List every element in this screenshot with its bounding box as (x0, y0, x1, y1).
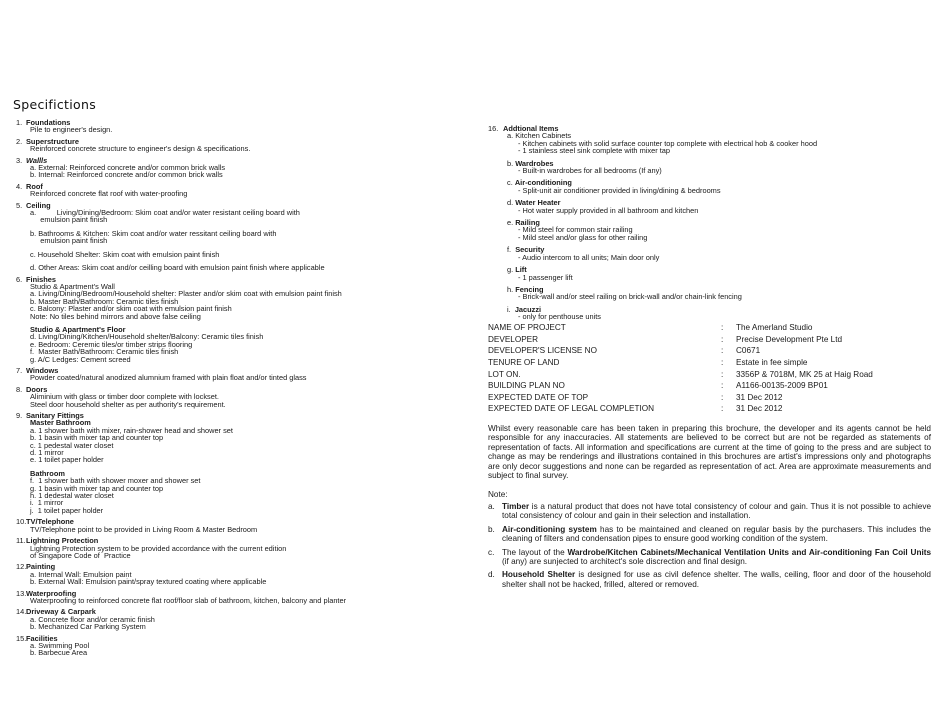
spec-line: b. Bathrooms & Kitchen: Skim coat and/or water ressitant ceiling board with (30, 228, 277, 238)
info-colon: : (721, 346, 724, 356)
item-title: Railing (515, 218, 540, 228)
spec-group (30, 251, 471, 258)
spec-subhead: Studio & Apartment's Floor (30, 324, 126, 334)
spec-section-number: 3. (16, 155, 23, 165)
item-letter: i. (507, 304, 515, 314)
spec-section-title: Doors (26, 384, 48, 394)
note-rest: is designed for use as civil defence shelter. The walls, ceiling, floor and door of the household shelter shall not be hacked, frilled, altered or removed. (502, 570, 931, 589)
spec-line: Waterproofing to reinforced concrete flat roof/floor slab of bathroom, kitchen, balcony and planter (30, 595, 347, 605)
spec-section-title: Roof (26, 181, 43, 191)
info-key: EXPECTED DATE OF LEGAL COMPLETION (488, 404, 655, 414)
additional-items-body (488, 132, 933, 320)
additional-item (507, 160, 933, 175)
info-key: DEVELOPER (488, 334, 539, 344)
info-row (488, 357, 933, 369)
spec-line: b. Barbecue Area (30, 648, 88, 658)
item-letter: c. (507, 178, 515, 188)
item-letter: f. (507, 245, 516, 255)
spec-section-body (16, 126, 471, 133)
spec-section (16, 138, 471, 153)
note-letter: a. (488, 502, 495, 511)
spec-line: a. 1 shower bath with mixer, rain-shower head and shower set (30, 425, 233, 435)
spec-section-body (16, 597, 471, 604)
spec-line: e. Bedroom: Ceremic tiles/or timber strips flooring (30, 339, 193, 349)
spec-section-body (16, 190, 471, 197)
spec-line: a. External: Reinforced concrete and/or common brick walls (30, 163, 226, 173)
spec-section-number: 6. (16, 274, 23, 284)
spec-section (16, 563, 471, 585)
spec-line: Note: No tiles behind mirrors and above false ceiling (30, 311, 201, 321)
spec-section-body (16, 642, 471, 657)
note-rest: has to be maintained and cleaned on regular basis by the purchasers. This includes the cleaning of filters and condensation pipes to ensure good working condition of the system. (502, 524, 931, 544)
spec-section-body (16, 209, 471, 271)
spec-section-body (16, 526, 471, 533)
item-line: - Mild steel and/or glass for other railing (518, 232, 648, 242)
spec-section-number: 8. (16, 384, 23, 394)
spec-line: e. 1 toilet paper holder (30, 455, 104, 465)
spec-line: d. Living/Dining/Kitchen/Household shelter/Balcony: Ceramic tiles finish (30, 332, 264, 342)
info-row (488, 345, 933, 357)
additional-item (507, 246, 933, 261)
spec-section (16, 276, 471, 363)
item-line: - Brick-wall and/or steel railing on brick-wall and/or chain-link fencing (518, 292, 742, 302)
spec-section-title: Waterproofing (26, 588, 77, 598)
info-value: 31 Dec 2012 (736, 392, 783, 402)
spec-section-title: Wallls (26, 155, 48, 165)
spec-line: j. 1 toilet paper holder (30, 505, 104, 515)
item-line: - Built-in wardrobes for all bedrooms (If any) (518, 166, 662, 176)
info-row (488, 368, 933, 380)
spec-line: Pile to engineer's design. (30, 125, 113, 135)
info-colon: : (721, 404, 724, 414)
info-colon: : (721, 334, 724, 344)
spec-section-number: 11. (16, 536, 26, 546)
spec-section-title: Lightning Protection (26, 536, 99, 546)
info-key: DEVELOPER'S LICENSE NO (488, 346, 597, 356)
project-info-table (488, 322, 933, 415)
spec-section-title: Finishes (26, 274, 56, 284)
item-line: - 1 passenger lift (518, 272, 573, 282)
info-value: C0671 (736, 346, 761, 356)
spec-section-title: Sanitary Fittings (26, 411, 84, 420)
info-value: Precise Development Pte Ltd (736, 334, 843, 344)
spec-line: Aliminium with glass or timber door complete with lockset. (30, 392, 219, 402)
info-colon: : (721, 358, 724, 368)
spec-section-title: Superstructure (26, 136, 79, 146)
spec-section (16, 119, 471, 134)
spec-line: f. Master Bath/Bathroom: Ceramic tiles finish (30, 347, 179, 357)
spec-line: a. Internal Wall: Emulsion paint (30, 569, 132, 579)
additional-item (507, 286, 933, 301)
spec-line: Reinforced concrete structure to engineer's design & specifications. (30, 144, 251, 154)
info-value: The Amerland Studio (736, 323, 813, 333)
spec-line: Powder coated/natural anodized alumnium framed with plain float and/or tinted glass (30, 373, 307, 383)
spec-subhead: Bathroom (30, 468, 65, 478)
spec-section-number: 1. (16, 118, 23, 127)
spec-section-number: 5. (16, 200, 23, 210)
item-line: - only for penthouse units (518, 312, 601, 322)
item-letter: d. (507, 198, 516, 208)
spec-section (16, 608, 471, 630)
spec-line: Studio & Apartment's Wall (30, 281, 115, 291)
spec-section-body (16, 419, 471, 514)
item-letter: g. (507, 265, 516, 275)
additional-item (507, 132, 933, 154)
additional-item (507, 179, 933, 194)
item-lines (507, 293, 933, 300)
item-title: Fencing (515, 284, 544, 294)
spec-line: f. 1 shower bath with shower moxer and shower set (30, 476, 201, 486)
info-key: TENURE OF LAND (488, 358, 560, 368)
spec-section (16, 157, 471, 179)
note-item (488, 570, 931, 589)
specifications-list (16, 119, 471, 661)
note-rest: is a natural product that does not have total consistency of colour and gain. Thus it is not possible to achieve total consistency of colour and gain in their selection and installation. (502, 502, 931, 521)
spec-section-body (16, 164, 471, 179)
spec-line: h. 1 dedestal water closet (30, 491, 114, 501)
spec-line: b. External Wall: Emulsion paint/spray textured coating where applicable (30, 577, 267, 587)
spec-line: Lightning Protection system to be provided accordance with the current edition (30, 543, 287, 553)
info-row (488, 380, 933, 392)
info-key: NAME OF PROJECT (488, 323, 566, 333)
info-row (488, 322, 933, 334)
spec-section-body (16, 571, 471, 586)
spec-line: d. 1 mirror (30, 448, 64, 458)
spec-section-number: 2. (16, 136, 23, 146)
note-bold: Household Shelter (502, 570, 576, 580)
spec-line: a. Living/Dining/Bedroom/Household shelter: Plaster and/or skim coat with emulsion paint finish (30, 289, 342, 299)
spec-line: a. Living/Dining/Bedroom: Skim coat and/or water resistant ceiling board with (30, 208, 300, 218)
info-value: Estate in fee simple (736, 358, 808, 368)
item-line: - Kitchen cabinets with solid surface counter top complete with electrical hob & cooker hood (518, 138, 818, 148)
spec-group (30, 230, 471, 245)
spec-section-title: TV/Telephone (26, 517, 74, 527)
info-colon: : (721, 381, 724, 391)
spec-section-number: 10. (16, 517, 27, 527)
spec-line: c. Household Shelter: Skim coat with emulsion paint finish (30, 249, 220, 259)
spec-section-body (16, 616, 471, 631)
spec-section-body (16, 283, 471, 363)
note-prefix: The layout of the (502, 547, 568, 557)
spec-section-title: Addtional Items (503, 124, 559, 133)
spec-group (30, 264, 471, 271)
spec-line: b. Internal: Reinforced concrete and/or common brick walls (30, 170, 223, 180)
spec-section-title: Foundations (26, 118, 71, 127)
spec-line: c. Balcony: Plaster and/or skim coat with emulsion paint finish (30, 304, 232, 314)
spec-section-body (16, 145, 471, 152)
item-line: - Hot water supply provided in all bathroom and kitchen (518, 205, 699, 215)
note-bold: Wardrobe/Kitchen Cabinets/Mechanical Ventilation Units and Air-conditioning Fan Coil Units (567, 547, 931, 557)
spec-section-title: Facilities (26, 633, 58, 643)
item-lines (507, 167, 933, 174)
item-line: - Split-unit air conditioner provided in living/dining & bedrooms (518, 185, 721, 195)
spec-section-number: 9. (16, 411, 23, 420)
spec-line: g. A/C Ledges: Cement screed (30, 354, 131, 364)
spec-line: emulsion paint finish (30, 215, 108, 225)
info-value: 3356P & 7018M, MK 25 at Haig Road (736, 369, 873, 379)
spec-section-body (16, 545, 471, 560)
spec-line: g. 1 basin with mixer tap and counter top (30, 483, 164, 493)
disclaimer-text: Whilst every reasonable care has been taken in preparing this brochure, the developer and its agents cannot be held responsible for any inaccuracies. All statements are believed to be correct but are not be regarded as statements of representation of facts. All information and specifications are current at the time of going to the press and are subject to change as may be renderings and illustrations contained in this brochures are artist's impressions only and photographs are only decor suggestions and none can be regarded as representation of act. Area are approximate measurements and subject to final survey. (488, 424, 931, 481)
info-key: EXPECTED DATE OF TOP (488, 392, 589, 402)
note-bold: Timber (502, 502, 530, 511)
spec-section-number: 12. (16, 562, 27, 572)
info-colon: : (721, 369, 724, 379)
item-title: Lift (515, 265, 527, 275)
spec-line: b. Master Bath/Bathroom: Ceramic tiles finish (30, 296, 179, 306)
page-title: Specifictions (13, 97, 97, 112)
spec-line: emulsion paint finish (30, 236, 108, 246)
spec-section-title: Windows (26, 365, 59, 375)
item-line: - 1 stainless steel sink complete with mixer tap (518, 146, 670, 156)
item-title: Wardrobes (515, 158, 554, 168)
note-rest: (if any) are sunjected to architect's sole discrection and final design. (502, 557, 748, 567)
note-label: Note: (488, 490, 508, 499)
note-letter: c. (488, 547, 495, 557)
spec-line: a. Swimming Pool (30, 640, 90, 650)
spec-section-number: 4. (16, 181, 23, 191)
spec-line: b. 1 basin with mixer tap and counter top (30, 433, 164, 443)
spec-section (16, 183, 471, 198)
item-line: - Mild steel for common stair railing (518, 225, 633, 235)
item-letter: e. (507, 218, 516, 228)
spec-section-title: Painting (26, 562, 56, 572)
additional-item (507, 219, 933, 241)
info-key: LOT ON. (488, 369, 521, 379)
spec-group (30, 209, 471, 224)
item-letter: b. (507, 158, 516, 168)
item-lines (507, 226, 933, 241)
item-lines (507, 274, 933, 281)
spec-section-number: 16. (488, 124, 499, 133)
spec-section-number: 15. (16, 633, 27, 643)
item-title: Water Heater (515, 198, 561, 208)
info-row (488, 392, 933, 404)
additional-item (507, 306, 933, 321)
spec-section (16, 412, 471, 514)
spec-line: Steel door household shelter as per authority's requirement. (30, 399, 226, 409)
note-letter: d. (488, 570, 495, 580)
item-lines (507, 140, 933, 155)
item-letter: a. Kitchen Cabinets (507, 131, 572, 141)
item-lines (507, 187, 933, 194)
item-line: - Audio intercom to all units; Main door only (518, 252, 660, 262)
info-colon: : (721, 323, 724, 333)
note-text (502, 548, 931, 567)
notes-list (488, 502, 931, 593)
spec-section-number: 7. (16, 365, 23, 375)
item-title: Security (515, 245, 545, 255)
note-item (488, 502, 931, 521)
additional-item (507, 266, 933, 281)
spec-section-title: Driveway & Carpark (26, 607, 96, 617)
note-item (488, 525, 931, 544)
item-letter: h. (507, 284, 516, 294)
spec-section (16, 635, 471, 657)
spec-line: b. Mechanized Car Parking System (30, 622, 146, 632)
info-value: 31 Dec 2012 (736, 404, 783, 414)
spec-line: i. 1 mirror (30, 498, 64, 508)
info-row (488, 403, 933, 415)
note-text (502, 570, 931, 589)
item-title: Jacuzzi (514, 304, 542, 314)
spec-line: Reinforced concrete flat roof with water-proofing (30, 189, 188, 199)
info-value: A1166-00135-2009 BP01 (736, 381, 828, 391)
note-text (502, 502, 931, 521)
spec-section-number: 14. (16, 607, 27, 617)
additional-items-list (488, 125, 933, 326)
item-title: Air-conditioning (514, 178, 572, 188)
spec-subhead: Master Bathroom (30, 418, 91, 428)
spec-section-body (16, 393, 471, 408)
spec-section (16, 367, 471, 382)
spec-section (16, 590, 471, 605)
spec-line: c. 1 pedestal water closet (30, 440, 114, 450)
spec-line: of Singapore Code of Practice (30, 550, 131, 560)
spec-section (16, 386, 471, 408)
note-letter: b. (488, 524, 495, 534)
info-row (488, 334, 933, 346)
spec-section-body (16, 374, 471, 381)
additional-item (507, 199, 933, 214)
note-bold: Air-conditioning system (502, 524, 597, 534)
info-key: BUILDING PLAN NO (488, 381, 565, 391)
item-lines (507, 207, 933, 214)
spec-section (16, 537, 471, 559)
spec-line: TV/Telephone point to be provided in Living Room & Master Bedroom (30, 524, 258, 534)
spec-section-title: Ceiling (26, 200, 51, 210)
spec-section (16, 518, 471, 533)
note-item (488, 548, 931, 567)
spec-line: d. Other Areas: Skim coat and/or ceilling board with emulsion paint finish where applicable (30, 263, 325, 273)
info-colon: : (721, 392, 724, 402)
item-lines (507, 254, 933, 261)
spec-section-number: 13. (16, 588, 27, 598)
spec-line: a. Concrete floor and/or ceramic finish (30, 614, 155, 624)
note-text (502, 525, 931, 544)
spec-section (16, 202, 471, 272)
item-lines (507, 313, 933, 320)
